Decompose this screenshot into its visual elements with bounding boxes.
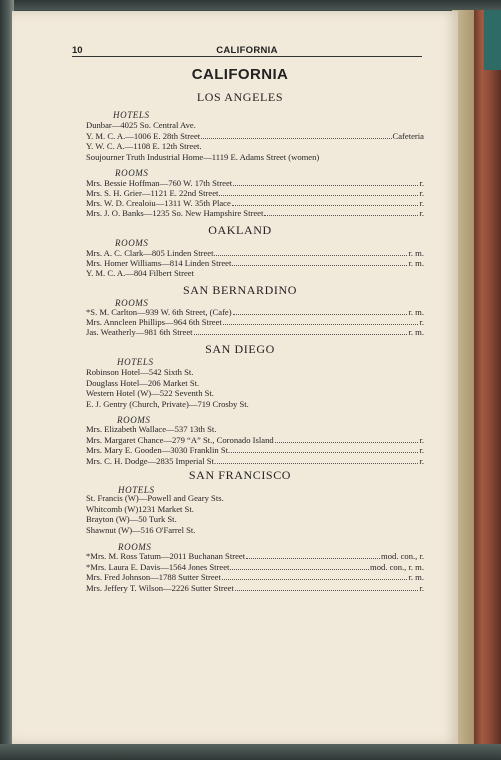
leader-dots — [217, 457, 418, 464]
listing-note: Cafeteria — [392, 130, 424, 141]
listing-text: Mrs. J. O. Banks—1235 So. New Hampshire Street — [86, 208, 264, 218]
listing-note: r. — [419, 188, 424, 198]
leader-dots — [233, 179, 418, 186]
listing-note: r. m. — [408, 248, 424, 258]
list-item — [86, 268, 424, 279]
category-hotels-san-francisco: HOTELS — [118, 485, 155, 495]
listing-text: Mrs. Margaret Chance—279 “A” St., Coronado Island — [86, 434, 274, 445]
list-item — [86, 562, 424, 573]
listing-text: Y. M. C. A.—804 Filbert Street — [86, 268, 194, 278]
leader-dots — [194, 328, 408, 335]
leader-dots — [246, 552, 380, 559]
listing-note: r. — [419, 317, 424, 327]
city-heading-san-diego: SAN DIEGO — [205, 342, 275, 356]
listing-text: Mrs. Homer Williams—814 Linden Street — [86, 258, 232, 268]
listing-text: Soujourner Truth Industrial Home—1119 E. Adams Street (women) — [86, 151, 320, 162]
category-hotels-los-angeles: HOTELS — [113, 110, 150, 120]
list-item — [86, 131, 424, 142]
list-item — [86, 514, 424, 525]
listing-text: Shawnut (W)—516 O'Farrel St. — [86, 525, 196, 536]
listing-text: Mrs. Elizabeth Wallace—537 13th St. — [86, 424, 217, 434]
list-item — [86, 435, 424, 446]
leader-dots — [232, 259, 407, 266]
listing-text: Mrs. C. H. Dodge—2835 Imperial St. — [86, 455, 217, 466]
listing-text: Dunbar—4025 So. Central Ave. — [86, 120, 196, 130]
list-item — [86, 152, 424, 163]
state-title: CALIFORNIA — [191, 66, 289, 83]
leader-dots — [275, 436, 419, 443]
listing-note: r. — [419, 582, 424, 593]
leader-dots — [201, 132, 391, 139]
listing-text: Mrs. Jeffery T. Wilson—2226 Sutter Street — [86, 582, 234, 593]
list-item — [86, 120, 424, 131]
listing-note: r. m. — [408, 572, 424, 582]
city-heading-los-angeles: LOS ANGELES — [196, 90, 284, 104]
listing-text: Y. M. C. A.—1006 E. 28th Street — [86, 130, 201, 141]
listing-note: mod. con., r. — [381, 551, 424, 561]
book-spine — [474, 10, 501, 744]
leader-dots — [222, 573, 408, 580]
listing-note: r. — [419, 445, 424, 455]
listing-text: Mrs. Fred Johnson—1788 Sutter Street — [86, 572, 221, 582]
city-heading-san-francisco: SAN FRANCISCO — [188, 468, 292, 482]
listing-text: Mrs. Bessie Hoffman—760 W. 17th Street — [86, 178, 233, 188]
list-item — [86, 424, 424, 435]
city-heading-san-bernardino: SAN BERNARDINO — [182, 283, 298, 297]
category-rooms-oakland: ROOMS — [115, 238, 149, 248]
leader-dots — [223, 318, 419, 325]
list-item — [86, 456, 424, 467]
listing-note: r. — [419, 198, 424, 208]
leader-dots — [232, 199, 419, 206]
leader-dots — [235, 584, 419, 591]
leader-dots — [219, 189, 418, 196]
listing-note: r. — [419, 178, 424, 188]
listing-text: Y. W. C. A.—1108 E. 12th Street. — [86, 141, 202, 151]
list-item — [86, 399, 424, 410]
spine-cloth-patch — [484, 10, 501, 70]
listing-text: Douglass Hotel—206 Market St. — [86, 377, 200, 388]
list-item — [86, 208, 424, 219]
leader-dots — [233, 308, 408, 315]
listing-note: r. m. — [408, 327, 424, 337]
listing-text: Mrs. S. H. Grier—1121 E. 22nd Street — [86, 188, 219, 198]
list-item — [86, 445, 424, 456]
list-item — [86, 504, 424, 515]
listing-text: Western Hotel (W)—522 Seventh St. — [86, 388, 214, 398]
category-rooms-los-angeles: ROOMS — [115, 168, 149, 178]
listing-text: Mrs. Mary E. Gooden—3030 Franklin St. — [86, 445, 231, 455]
list-item — [86, 141, 424, 152]
listing-text: Mrs. W. D. Crealoiu—1311 W. 35th Place — [86, 198, 231, 208]
leader-dots — [264, 209, 418, 216]
listing-text: Jas. Weatherly—981 6th Street — [86, 327, 193, 337]
leader-dots — [230, 563, 369, 570]
book-cover-bottom — [0, 744, 501, 760]
list-item — [86, 525, 424, 536]
running-head: CALIFORNIA — [216, 45, 278, 56]
list-item — [86, 551, 424, 562]
page-number: 10 — [72, 45, 83, 56]
category-rooms-san-bernardino: ROOMS — [115, 298, 149, 308]
listing-text: Robinson Hotel—542 Sixth St. — [86, 367, 194, 377]
listing-text: *S. M. Carlton—939 W. 6th Street, (Cafe) — [86, 307, 232, 317]
category-hotels-san-diego: HOTELS — [117, 357, 154, 367]
leader-dots — [214, 249, 407, 256]
listing-note: r. m. — [408, 258, 424, 268]
city-heading-oakland: OAKLAND — [208, 223, 272, 237]
list-item — [86, 327, 424, 338]
category-rooms-san-francisco: ROOMS — [118, 542, 152, 552]
book-cover-top — [0, 0, 501, 10]
listing-note: r. — [419, 455, 424, 466]
listing-text: Whitcomb (W)1231 Market St. — [86, 503, 194, 514]
list-item — [86, 583, 424, 594]
listing-text: E. J. Gentry (Church, Private)—719 Crosby St. — [86, 398, 249, 409]
listing-note: mod. con., r. m. — [370, 561, 424, 572]
list-item — [86, 572, 424, 583]
listing-text: Mrs. Anncleen Phillips—964 6th Street — [86, 317, 222, 327]
listing-note: r. — [419, 434, 424, 445]
listing-text: St. Francis (W)—Powell and Geary Sts. — [86, 493, 224, 503]
listing-note: r. — [419, 208, 424, 218]
list-item — [86, 493, 424, 504]
listing-text: *Mrs. Laura E. Davis—1564 Jones Street — [86, 561, 230, 572]
listing-text: Mrs. A. C. Clark—805 Linden Street — [86, 248, 214, 258]
list-item — [86, 388, 424, 399]
leader-dots — [231, 446, 418, 453]
listing-text: *Mrs. M. Ross Tatum—2011 Buchanan Street — [86, 551, 246, 561]
category-rooms-san-diego: ROOMS — [117, 415, 151, 425]
listing-text: Brayton (W)—50 Turk St. — [86, 514, 177, 525]
list-item — [86, 378, 424, 389]
listing-note: r. m. — [408, 307, 424, 317]
page-header — [72, 37, 422, 57]
list-item — [86, 367, 424, 378]
